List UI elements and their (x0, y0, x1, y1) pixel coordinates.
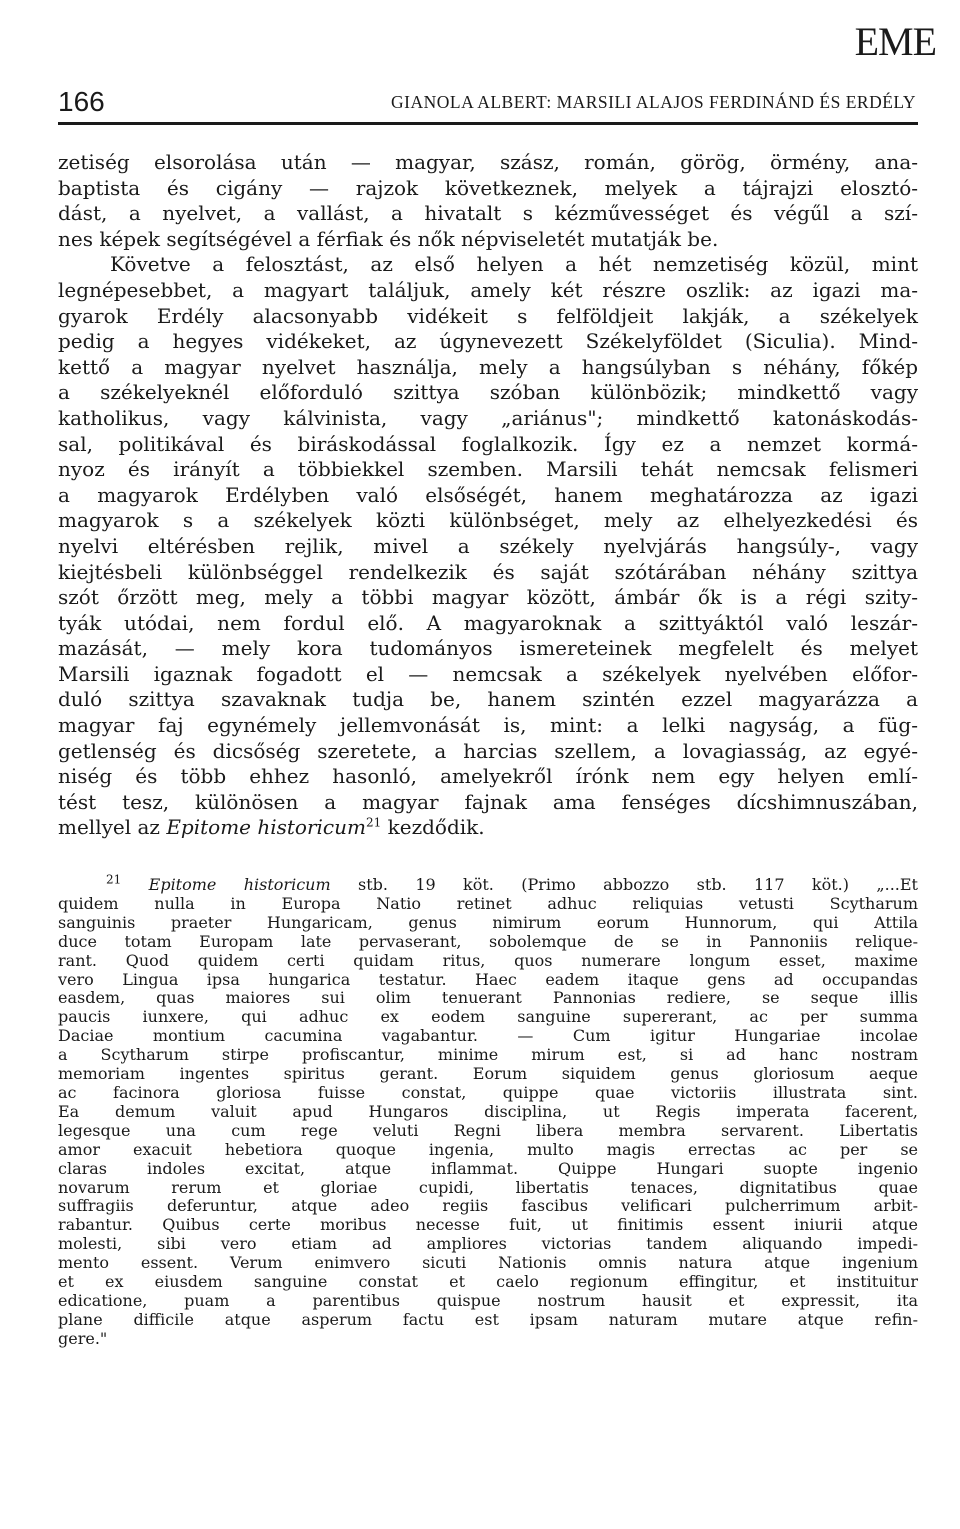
footnote-line: suffragiis deferuntur, atque adeo regiis fascibus velificari pulcherrimum arbit- (58, 1196, 918, 1216)
footnote-line: edicatione, puam a parentibus quispue nostrum hausit et expressit, ita (58, 1290, 918, 1310)
body-line: szót őrzött meg, mely a többi magyar között, ámbár ők is a régi szity- (58, 585, 918, 610)
footnote-line: rabantur. Quibus certe moribus necesse fuit, ut finitimis essent iniurii atque (58, 1215, 918, 1235)
body-line: magyar faj egynémely jellemvonását is, mint: a lelki nagyság, a füg- (58, 713, 918, 738)
page-number: 166 (58, 86, 105, 117)
body-line: nes képek segítségével a férfiak és nők népviseletét mutatják be. (58, 226, 719, 251)
paragraph-2 (58, 252, 918, 815)
footnote-line: duce totam Europam late pervaserant, sobolemque de se in Pannoniis relique- (58, 931, 918, 951)
footnote-line: mento essent. Verum enimvero sicuti Nationis omnis natura atque ingenium (58, 1253, 918, 1273)
body-line: katholikus, vagy kálvinista, vagy „ariánus"; mindkettő katonáskodás- (58, 405, 918, 430)
footnote-line: plane difficile atque asperum factu est ipsam naturam mutare atque refin- (58, 1309, 918, 1329)
body-text (58, 150, 918, 841)
footnote-line: ac facinora gloriosa fuisse constat, quippe quae victoriis illustrata sint. (58, 1082, 918, 1102)
body-line: baptista és cigány — rajzok következnek, melyek a tájrajzi elosztó- (58, 175, 918, 200)
body-line: pedig a hegyes vidékeket, az úgynevezett Székelyföldet (Siculia). Mind- (58, 329, 918, 354)
book-title: Epitome historicum (166, 815, 366, 840)
body-line: kiejtésbeli különbséggel rendelkezik és saját szótárában néhány szittya (58, 559, 918, 584)
footnote (58, 872, 918, 1349)
footnote-line: $^{21}$ Epitome historicum stb. 19 köt. (Primo abbozzo stb. 117 köt.) „...Et (106, 872, 918, 894)
body-line: gyarok Erdély alacsonyabb vidékeit s felföldjeit lakják, a székelyek (58, 303, 918, 328)
footnote-line: rant. Quod quidem certi quidam ritus, quos numerare longum esset, maxime (58, 950, 918, 970)
footnote-line: et ex eiusdem sanguine constat et caelo regionum effingitur, et instituitur (58, 1272, 918, 1292)
footnote-title: Epitome historicum (148, 875, 331, 894)
body-line: Követve a felosztást, az első helyen a hét nemzetiség közül, mint (110, 252, 918, 277)
footnote-line: legesque una cum rege veluti Regni libera membra servarent. Libertatis (58, 1120, 918, 1140)
footnote-line: molesti, sibi vero etiam ad ampliores victorias tandem aliquando impedi- (58, 1234, 918, 1254)
footnote-marker: 21 (106, 872, 122, 887)
footnote-line: Ea demum valuit apud Hungaros disciplina, ut Regis imperata facerent, (58, 1101, 918, 1121)
footnote-body (58, 895, 918, 1330)
body-line: Marsili igaznak fogadott el — nemcsak a székelyek nyelvében előfor- (58, 661, 918, 686)
body-line: duló szittya szavaknak tudja be, hanem szintén ezzel magyarázza a (58, 687, 918, 712)
footnote-line: memoriam ingentes spiritus gerant. Eorum siquidem genus gloriosum aeque (58, 1064, 918, 1084)
body-line: tyák utódai, nem fordul elő. A magyaroknak a szittyáktól való leszár- (58, 610, 918, 635)
footnote-line: novarum rerum et gloriae cupidi, libertatis tenaces, dignitatibus quae (58, 1177, 918, 1197)
footnote-line: sanguinis praeter Hungaricam, genus nimirum eorum Hunnorum, qui Attila (58, 912, 918, 932)
footnote-line: paucis iunxere, qui adhuc ex eodem sanguine supererant, ac per summa (58, 1007, 918, 1027)
body-line: dást, a nyelvet, a vallást, a hivatalt s kézművességet és végűl a szí- (58, 201, 918, 226)
header-rule (58, 122, 918, 125)
running-head: GIANOLA ALBERT: MARSILI ALAJOS FERDINÁND ÉS ERDÉLY (391, 92, 916, 112)
footnote-line: a Scytharum stirpe profiscantur, minime mirum est, si ad hanc nostram (58, 1045, 918, 1065)
footnote-reference[interactable]: 21 (365, 815, 382, 830)
body-line: legnépesebbet, a magyart találjuk, amely két részre oszlik: az igazi ma- (58, 277, 918, 302)
footnote-line: amor exacuit hebetiora quoque ingenia, multo magis errectas ac per se (58, 1139, 918, 1159)
body-line: mellyel az Epitome historicum$^{21}$ kezdődik. (58, 815, 485, 840)
body-line: nyoz és irányít a többiekkel szemben. Marsili tehát nemcsak felismeri (58, 457, 918, 482)
paragraph-1 (58, 150, 918, 252)
footnote-line: gere." (58, 1328, 108, 1348)
footnote-line: vero Lingua ipsa hungarica testatur. Haec eadem itaque gens ad occupandas (58, 969, 918, 989)
body-line: a magyarok Erdélyben való elsőségét, hanem meghatározza az igazi (58, 482, 918, 507)
footnote-line: easdem, quas maiores sui olim tenuerant Pannonias rediere, se seque illis (58, 988, 918, 1008)
body-line: niség és több ehhez hasonló, amelyekről írónk nem egy helyen emlí- (58, 764, 918, 789)
body-line: getlenség és dicsőség szeretete, a harcias szellem, a lovagiasság, az egyé- (58, 738, 918, 763)
body-line: sal, politikával és biráskodással foglalkozik. Így ez a nemzet kormá- (58, 431, 918, 456)
footnote-line: quidem nulla in Europa Natio retinet adhuc reliquias vetusti Scytharum (58, 893, 918, 913)
body-line: magyarok s a székelyek közti különbséget, mely az elhelyezkedési és (58, 508, 918, 533)
body-line: nyelvi eltérésben rejlik, mivel a székely nyelvjárás hangsúly-, vagy (58, 533, 918, 558)
body-line: tést tesz, különösen a magyar fajnak ama fenséges dícshimnuszában, (58, 789, 918, 814)
publisher-logo: EME (854, 19, 936, 64)
body-line: mazását, — mely kora tudományos ismereteinek megfelelt és melyet (58, 636, 918, 661)
body-line: a székelyeknél előforduló szittya szóban különbözik; mindkettő vagy (58, 380, 918, 405)
body-line: kettő a magyar nyelvet használja, mely a hangsúlyban s néhány, főkép (58, 354, 918, 379)
footnote-line: claras indoles excitat, atque inflammat. Quippe Hungari suopte ingenio (58, 1158, 918, 1178)
body-line: zetiség elsorolása után — magyar, szász, román, görög, örmény, ana- (58, 150, 918, 174)
footnote-line: Daciae montium cacumina vagabantur. — Cum igitur Hungariae incolae (58, 1026, 918, 1046)
